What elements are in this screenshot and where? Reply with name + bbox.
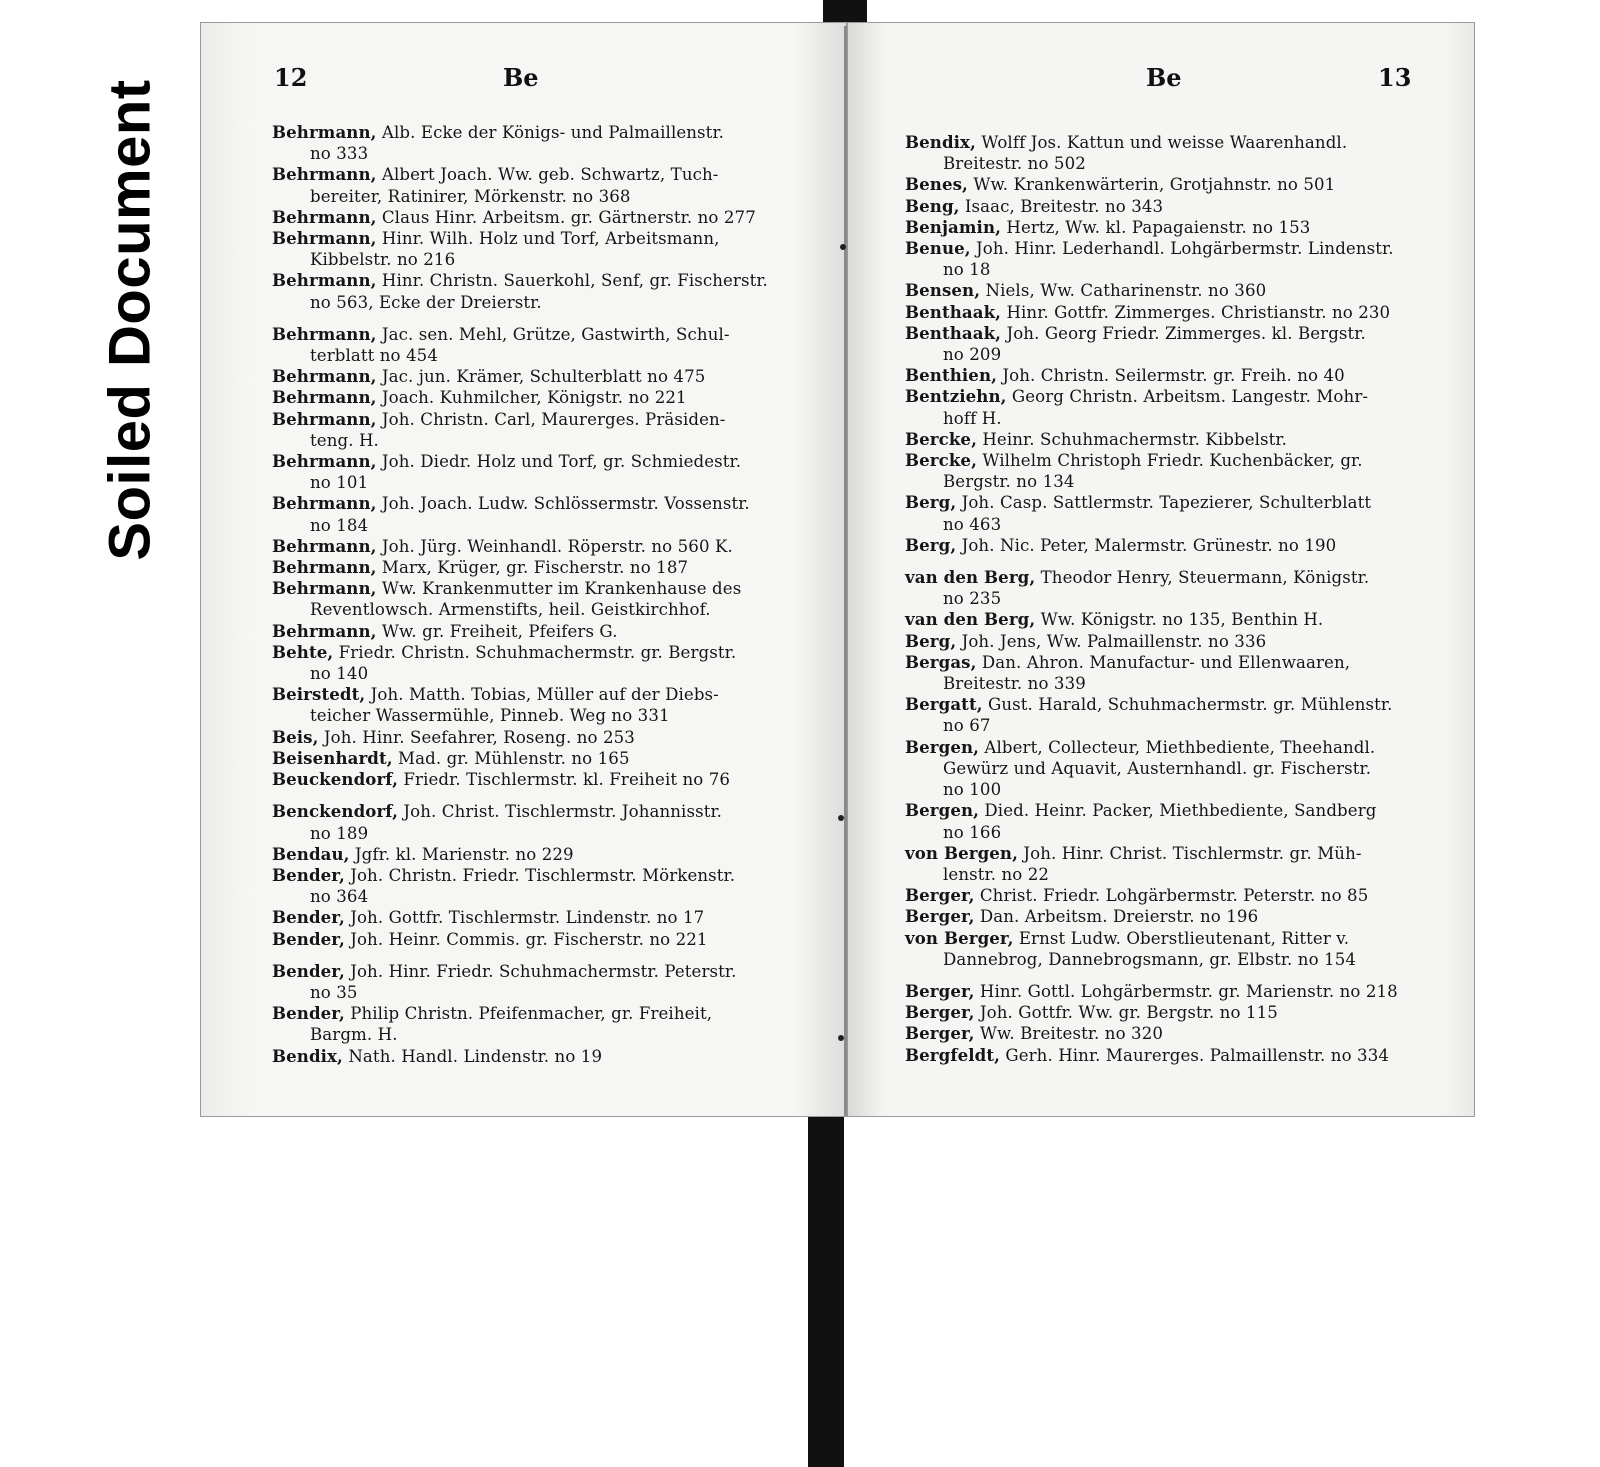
entry-details: Joh. Jürg. Weinhandl. Röperstr. no 560 K. [381,536,733,556]
directory-entry [905,217,1398,238]
entry-details: Nath. Handl. Lindenstr. no 19 [348,1046,603,1066]
directory-entry [272,493,768,535]
directory-entry [272,122,768,164]
entry-surname: Benckendorf, [272,801,399,822]
directory-entry [272,409,768,451]
entry-surname: Benthaak, [905,301,1002,322]
gutter-stitch-mark [840,244,846,250]
directory-entry [272,557,768,578]
entry-details: Ww. gr. Freiheit, Pfeifers G. [381,621,618,641]
entry-continuation: no 100 [943,780,1002,800]
directory-entry [272,366,768,387]
entry-surname: Behrmann, [272,535,377,556]
entry-surname: von Berger, [905,927,1014,948]
entry-continuation: lenstr. no 22 [943,864,1050,884]
directory-entry [272,642,768,684]
directory-entry [905,492,1398,534]
entry-surname: Behrmann, [272,164,377,185]
directory-entry [272,1003,768,1045]
entry-surname: Behrmann, [272,270,377,291]
entry-surname: Bergas, [905,651,977,672]
entry-details: Ww. Krankenmutter im Krankenhause des [381,579,742,599]
entry-details: Joh. Georg Friedr. Zimmerges. kl. Bergstr. [1006,323,1366,343]
entry-details: Hinr. Christn. Sauerkohl, Senf, gr. Fischerstr. [381,271,768,291]
entry-details: Joh. Christ. Tischlermstr. Johannisstr. [403,802,723,822]
directory-entry [905,800,1398,842]
left-page-heading: Be [503,63,539,92]
entry-details: Ww. Krankenwärterin, Grotjahnstr. no 501 [973,175,1336,195]
directory-entry [905,302,1398,323]
entry-surname: Behrmann, [272,323,377,344]
entry-surname: Berger, [905,1002,975,1023]
entry-surname: Bensen, [905,280,981,301]
entry-details: Hinr. Gottfr. Zimmerges. Christianstr. no 230 [1006,302,1391,322]
directory-entry [272,578,768,620]
entry-details: Hinr. Wilh. Holz und Torf, Arbeitsmann, [381,229,720,249]
entry-surname: Bergatt, [905,694,983,715]
entry-continuation: no 18 [943,260,991,280]
entry-surname: Behrmann, [272,578,377,599]
entry-continuation: no 563, Ecke der Dreierstr. [310,292,542,312]
directory-entry [905,843,1398,885]
entry-surname: Behrmann, [272,387,377,408]
directory-entry [905,906,1398,927]
entry-details: Philip Christn. Pfeifenmacher, gr. Freiheit, [350,1004,713,1024]
entry-details: Georg Christn. Arbeitsm. Langestr. Mohr- [1011,387,1369,407]
entry-surname: van den Berg, [905,567,1036,588]
directory-entry [272,207,768,228]
directory-entry [905,928,1398,970]
right-page-number: 13 [1378,63,1412,92]
entry-details: Alb. Ecke der Königs- und Palmaillenstr. [381,123,725,142]
entry-surname: Benue, [905,238,971,259]
left-directory-entries [272,122,768,1067]
left-page-number: 12 [274,63,308,92]
entry-continuation: no 166 [943,822,1002,842]
directory-entry [272,387,768,408]
directory-entry [272,727,768,748]
directory-entry [905,1023,1398,1044]
entry-continuation: Kibbelstr. no 216 [310,250,456,270]
entry-continuation: no 333 [310,144,369,164]
directory-entry [272,801,768,843]
entry-continuation: Breitestr. no 502 [943,154,1086,174]
entry-details: Joh. Diedr. Holz und Torf, gr. Schmiedestr. [381,452,742,472]
entry-details: Jgfr. kl. Marienstr. no 229 [354,844,574,864]
entry-details: Gerh. Hinr. Maurerges. Palmaillenstr. no 334 [1005,1045,1390,1065]
directory-entry [905,981,1398,1002]
entry-surname: Berger, [905,885,975,906]
entry-surname: Berger, [905,906,975,927]
entry-surname: Beis, [272,726,319,747]
directory-entry [905,1002,1398,1023]
directory-entry [272,228,768,270]
entry-details: Joh. Nic. Peter, Malermstr. Grünestr. no 190 [961,535,1337,555]
entry-continuation: no 101 [310,473,369,493]
entry-surname: Benjamin, [905,216,1002,237]
entry-continuation: teicher Wassermühle, Pinneb. Weg no 331 [310,706,670,726]
entry-details: Albert Joach. Ww. geb. Schwartz, Tuch- [381,165,719,185]
entry-surname: Berg, [905,492,957,513]
entry-details: Joh. Hinr. Friedr. Schuhmachermstr. Peterstr. [350,961,737,981]
entry-spacer [272,790,768,801]
entry-surname: van den Berg, [905,609,1036,630]
directory-entry [272,865,768,907]
entry-continuation: no 140 [310,664,369,684]
directory-entry [272,621,768,642]
directory-entry [272,1046,768,1067]
directory-entry [905,450,1398,492]
page-gutter [844,26,847,1116]
entry-details: Albert, Collecteur, Miethbediente, Theehandl. [984,737,1376,757]
entry-surname: Behrmann, [272,620,377,641]
entry-continuation: teng. H. [310,430,379,450]
entry-surname: Behrmann, [272,206,377,227]
entry-details: Joh. Casp. Sattlermstr. Tapezierer, Schulterblatt [961,493,1372,513]
entry-spacer [272,313,768,324]
entry-surname: Behrmann, [272,557,377,578]
entry-surname: Behrmann, [272,228,377,249]
entry-surname: Benthaak, [905,322,1002,343]
directory-entry [905,1045,1398,1066]
entry-details: Niels, Ww. Catharinenstr. no 360 [985,281,1267,301]
entry-continuation: no 35 [310,982,358,1002]
entry-details: Dan. Ahron. Manufactur- und Ellenwaaren, [981,652,1351,672]
entry-details: Wolff Jos. Kattun und weisse Waarenhandl. [981,133,1348,152]
entry-continuation: Gewürz und Aquavit, Austernhandl. gr. Fischerstr. [943,758,1372,778]
entry-surname: Bender, [272,1003,345,1024]
entry-surname: Behte, [272,641,334,662]
entry-details: Ernst Ludw. Oberstlieutenant, Ritter v. [1018,928,1350,948]
entry-details: Jac. jun. Krämer, Schulterblatt no 475 [381,367,706,387]
directory-entry [272,164,768,206]
entry-surname: Behrmann, [272,493,377,514]
directory-entry [905,429,1398,450]
directory-entry [905,535,1398,556]
right-page-heading: Be [1146,63,1182,92]
soiled-document-stamp [95,60,165,580]
entry-details: Joh. Gottfr. Tischlermstr. Lindenstr. no 17 [350,908,705,928]
entry-details: Jac. sen. Mehl, Grütze, Gastwirth, Schul- [381,324,730,344]
entry-surname: Beirstedt, [272,684,366,705]
entry-details: Wilhelm Christoph Friedr. Kuchenbäcker, gr. [982,451,1363,471]
entry-surname: Behrmann, [272,408,377,429]
entry-continuation: no 67 [943,716,991,736]
entry-surname: Benthien, [905,365,997,386]
entry-surname: Beisenhardt, [272,747,393,768]
entry-surname: Bendau, [272,843,350,864]
entry-details: Joh. Christn. Seilermstr. gr. Freih. no 40 [1002,366,1345,386]
gutter-stitch-mark [838,1035,844,1041]
directory-entry [905,365,1398,386]
entry-details: Dan. Arbeitsm. Dreierstr. no 196 [979,907,1259,927]
directory-entry [272,961,768,1003]
entry-spacer [905,970,1398,981]
entry-continuation: no 189 [310,823,369,843]
entry-continuation: terblatt no 454 [310,346,438,366]
entry-surname: Bergen, [905,736,980,757]
entry-details: Hinr. Gottl. Lohgärbermstr. gr. Marienstr. no 218 [979,981,1398,1001]
entry-details: Christ. Friedr. Lohgärbermstr. Peterstr. no 85 [979,886,1369,906]
entry-details: Theodor Henry, Steuermann, Königstr. [1040,568,1370,588]
entry-details: Joh. Jens, Ww. Palmaillenstr. no 336 [961,631,1267,651]
directory-entry [905,631,1398,652]
entry-details: Gust. Harald, Schuhmachermstr. gr. Mühlenstr. [987,695,1393,715]
directory-entry [905,280,1398,301]
entry-surname: Bergen, [905,800,980,821]
directory-entry [272,684,768,726]
entry-surname: Berg, [905,534,957,555]
stamp-text: Soiled Document [97,79,163,561]
entry-continuation: no 235 [943,589,1002,609]
entry-surname: Berg, [905,630,957,651]
binding-strip-bottom [808,1108,844,1467]
entry-details: Heinr. Schuhmachermstr. Kibbelstr. [982,429,1287,449]
entry-details: Ww. Königstr. no 135, Benthin H. [1040,610,1324,630]
directory-entry [905,567,1398,609]
entry-surname: Bendix, [272,1045,343,1066]
entry-surname: Behrmann, [272,366,377,387]
directory-entry [905,737,1398,801]
entry-details: Marx, Krüger, gr. Fischerstr. no 187 [381,558,689,578]
entry-details: Joh. Matth. Tobias, Müller auf der Diebs- [370,685,719,705]
entry-surname: Bender, [272,960,345,981]
entry-continuation: Breitestr. no 339 [943,674,1086,694]
entry-surname: Bendix, [905,132,976,152]
entry-surname: Berger, [905,980,975,1001]
entry-surname: Beng, [905,195,960,216]
directory-entry [905,652,1398,694]
entry-details: Joh. Heinr. Commis. gr. Fischerstr. no 221 [350,929,708,949]
entry-details: Joh. Hinr. Lederhandl. Lohgärbermstr. Lindenstr. [976,239,1394,259]
entry-details: Joh. Gottfr. Ww. gr. Bergstr. no 115 [979,1003,1278,1023]
entry-details: Isaac, Breitestr. no 343 [964,196,1164,216]
directory-entry [272,324,768,366]
binding-strip-top [823,0,867,22]
entry-details: Joh. Joach. Ludw. Schlössermstr. Vossenstr. [381,494,750,514]
directory-entry [272,451,768,493]
directory-entry [905,238,1398,280]
directory-entry [272,270,768,312]
entry-details: Joh. Christn. Friedr. Tischlermstr. Mörkenstr. [350,865,736,885]
entry-details: Ww. Breitestr. no 320 [979,1024,1164,1044]
directory-entry [905,132,1398,174]
entry-continuation: no 209 [943,345,1002,365]
entry-surname: Bercke, [905,428,977,449]
entry-details: Mad. gr. Mühlenstr. no 165 [398,748,630,768]
directory-entry [272,748,768,769]
directory-entry [905,885,1398,906]
entry-surname: Bender, [272,907,345,928]
entry-surname: von Bergen, [905,842,1018,863]
entry-surname: Bercke, [905,450,977,471]
entry-spacer [272,950,768,961]
directory-entry [272,536,768,557]
entry-details: Joh. Christn. Carl, Maurerges. Präsiden- [381,409,726,429]
directory-entry [905,196,1398,217]
entry-continuation: no 364 [310,887,369,907]
directory-entry [905,174,1398,195]
entry-surname: Benes, [905,174,968,195]
entry-continuation: Bargm. H. [310,1025,398,1045]
entry-details: Friedr. Tischlermstr. kl. Freiheit no 76 [403,770,731,790]
entry-details: Joach. Kuhmilcher, Königstr. no 221 [381,388,687,408]
entry-continuation: no 184 [310,515,369,535]
entry-surname: Behrmann, [272,451,377,472]
right-directory-entries [905,132,1398,1066]
entry-continuation: hoff H. [943,408,1002,428]
directory-entry [272,929,768,950]
gutter-stitch-mark [838,815,844,821]
entry-continuation: bereiter, Ratinirer, Mörkenstr. no 368 [310,186,631,206]
entry-surname: Behrmann, [272,122,377,142]
entry-surname: Berger, [905,1023,975,1044]
entry-surname: Bender, [272,928,345,949]
directory-entry [272,769,768,790]
entry-details: Claus Hinr. Arbeitsm. gr. Gärtnerstr. no 277 [381,207,756,227]
directory-entry [905,609,1398,630]
entry-surname: Bentziehn, [905,386,1007,407]
entry-continuation: no 463 [943,514,1002,534]
entry-details: Joh. Hinr. Christ. Tischlermstr. gr. Müh- [1023,843,1362,863]
entry-continuation: Bergstr. no 134 [943,472,1075,492]
directory-entry [905,386,1398,428]
entry-continuation: Dannebrog, Dannebrogsmann, gr. Elbstr. no 154 [943,949,1357,969]
entry-surname: Bergfeldt, [905,1044,1000,1065]
directory-entry [272,907,768,928]
entry-spacer [905,556,1398,567]
entry-continuation: Reventlowsch. Armenstifts, heil. Geistkirchhof. [310,600,711,620]
directory-entry [905,694,1398,736]
entry-details: Friedr. Christn. Schuhmachermstr. gr. Bergstr. [338,642,737,662]
directory-entry [272,844,768,865]
directory-entry [905,323,1398,365]
entry-surname: Bender, [272,864,345,885]
entry-surname: Beuckendorf, [272,769,399,790]
entry-details: Joh. Hinr. Seefahrer, Roseng. no 253 [323,727,635,747]
entry-details: Died. Heinr. Packer, Miethbediente, Sandberg [984,801,1377,821]
entry-details: Hertz, Ww. kl. Papagaienstr. no 153 [1006,217,1311,237]
